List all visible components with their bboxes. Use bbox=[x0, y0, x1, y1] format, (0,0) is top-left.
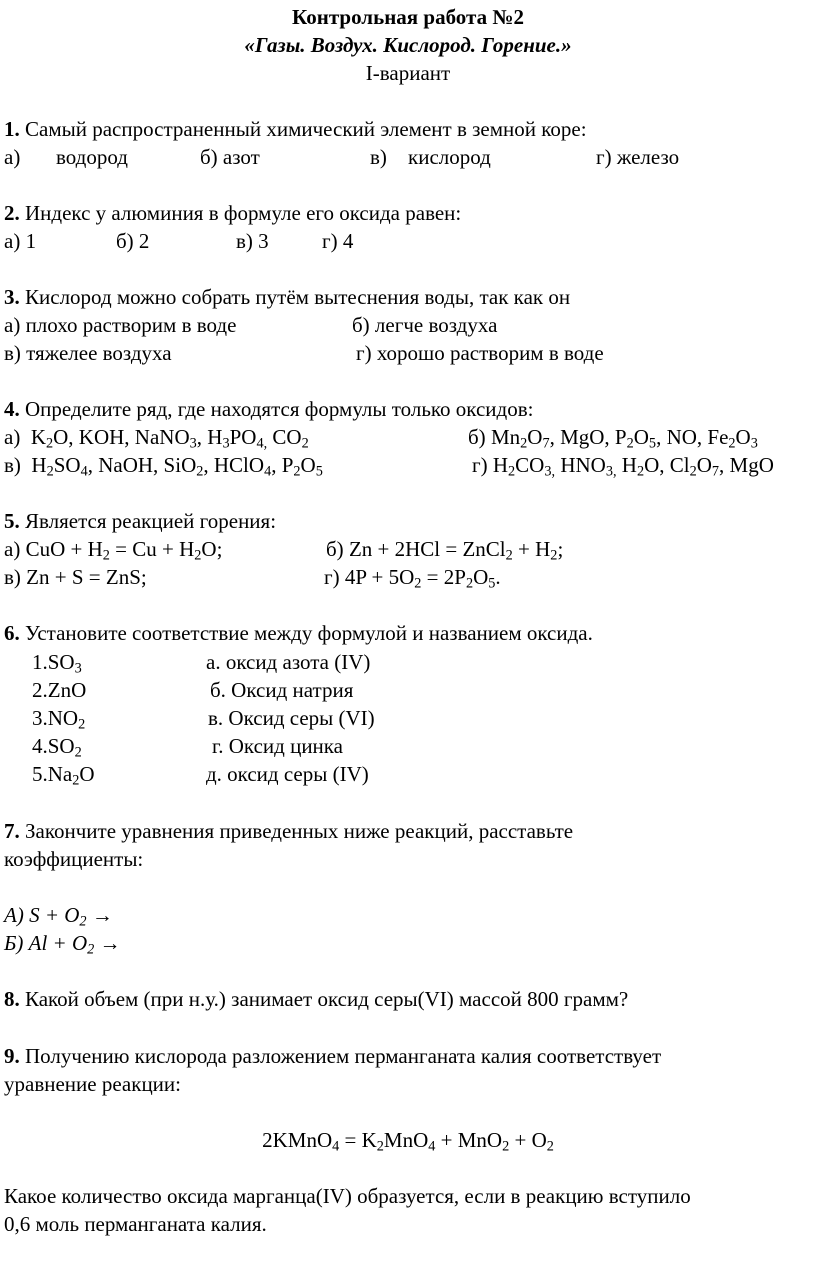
option-a: водород bbox=[56, 145, 128, 169]
question-4 bbox=[4, 396, 533, 422]
question-9 bbox=[4, 1043, 661, 1069]
question-9-cont: уравнение реакции: bbox=[4, 1072, 181, 1096]
question-text: Установите соответствие между формулой и названием оксида. bbox=[25, 621, 593, 645]
option-v: в) $H_2SO_4$, NaOH, SiO$_2$, HClO$_4$, $P_2O_5$ bbox=[4, 453, 323, 480]
name-a: а. оксид азота (IV) bbox=[206, 650, 371, 674]
option-key: в) bbox=[4, 565, 21, 589]
question-7 bbox=[4, 818, 573, 844]
option-a: а) $K_2O$, KOH, NaNO$_3$, $H_3PO_{4,}$ $CO_2$ bbox=[4, 425, 309, 452]
reaction-equation: 2KMnO$_4$ = $K_2MnO_4 + MnO_2 + O_2$ bbox=[262, 1128, 554, 1155]
option-v: в) 3 bbox=[236, 229, 269, 253]
variant-label: I-вариант bbox=[365, 61, 451, 85]
formula-5: $5.Na_2O$ bbox=[32, 762, 95, 789]
name-g: г. Оксид цинка bbox=[212, 734, 344, 758]
name-v: в. Оксид серы (VI) bbox=[208, 706, 375, 730]
option-g: г) $H_2CO_{3,}$ $HNO_{3,}$ $H_2O$, $Cl_2O_7$, MgO bbox=[472, 453, 774, 480]
option-g: г) хорошо растворим в воде bbox=[356, 341, 604, 365]
question-number: 8. bbox=[4, 987, 20, 1011]
option-b: б) $Mn_2O_7$, MgO, $P_2O_5$, NO, $Fe_2O_3$ bbox=[468, 425, 758, 452]
question-number: 4. bbox=[4, 397, 20, 421]
option-key: а) bbox=[4, 537, 21, 561]
reaction-key: А) bbox=[4, 903, 24, 927]
option-b: б) азот bbox=[200, 145, 260, 169]
option-key: а) bbox=[4, 425, 21, 449]
question-9-task: Какое количество оксида марганца(IV) образуется, если в реакцию вступило bbox=[4, 1184, 691, 1208]
option-key: б) bbox=[326, 537, 344, 561]
question-text: Является реакцией горения: bbox=[25, 509, 277, 533]
option-key: в) bbox=[4, 453, 21, 477]
question-5 bbox=[4, 508, 276, 534]
option-g: г) 4 bbox=[322, 229, 354, 253]
question-number: 9. bbox=[4, 1044, 20, 1068]
question-2 bbox=[4, 200, 461, 226]
question-6 bbox=[4, 620, 593, 646]
option-a: а) плохо растворим в воде bbox=[4, 313, 237, 337]
question-7-cont: коэффициенты: bbox=[4, 847, 144, 871]
page-title: Контрольная работа №2 bbox=[292, 5, 524, 29]
question-9-task-cont: 0,6 моль перманганата калия. bbox=[4, 1212, 267, 1236]
option-v-key: в) bbox=[370, 145, 387, 169]
page-subtitle: «Газы. Воздух. Кислород. Горение.» bbox=[244, 33, 572, 57]
question-number: 7. bbox=[4, 819, 20, 843]
name-d: д. оксид серы (IV) bbox=[206, 762, 369, 786]
option-key: г) bbox=[324, 565, 340, 589]
question-text: Кислород можно собрать путём вытеснения воды, так как он bbox=[25, 285, 571, 309]
option-g: г) железо bbox=[596, 145, 680, 169]
option-v: в) тяжелее воздуха bbox=[4, 341, 172, 365]
question-text: Получению кислорода разложением перманганата калия соответствует bbox=[25, 1044, 662, 1068]
formula-num: 3. bbox=[32, 706, 48, 730]
option-b: б) Zn + 2HCl = ZnCl$_2$ + $H_2$; bbox=[326, 537, 564, 564]
option-b: б) 2 bbox=[116, 229, 150, 253]
question-number: 2. bbox=[4, 201, 20, 225]
question-number: 5. bbox=[4, 509, 20, 533]
formula-3: $3.NO_2$ bbox=[32, 706, 86, 733]
reaction-b: Б) $Al + O_2$ → bbox=[4, 931, 121, 958]
question-3 bbox=[4, 284, 570, 310]
formula-num: 1. bbox=[32, 650, 48, 674]
formula-4: $4.SO_2$ bbox=[32, 734, 82, 761]
formula-2: 2.ZnO bbox=[32, 678, 87, 702]
question-1 bbox=[4, 116, 587, 142]
option-v: кислород bbox=[408, 145, 491, 169]
option-a: а) 1 bbox=[4, 229, 37, 253]
question-number: 3. bbox=[4, 285, 20, 309]
question-number: 6. bbox=[4, 621, 20, 645]
option-key: г) bbox=[472, 453, 488, 477]
formula-num: 5. bbox=[32, 762, 48, 786]
option-g: г) $4P + 5O_2 = 2P_2O_5$. bbox=[324, 565, 501, 592]
question-text: Самый распространенный химический элемент в земной коре: bbox=[25, 117, 587, 141]
question-text: Какой объем (при н.у.) занимает оксид серы(VI) массой 800 грамм? bbox=[25, 987, 629, 1011]
question-text: Определите ряд, где находятся формулы только оксидов: bbox=[25, 397, 534, 421]
question-text: Закончите уравнения приведенных ниже реакций, расставьте bbox=[25, 819, 574, 843]
option-a-key: а) bbox=[4, 145, 21, 169]
option-b: б) легче воздуха bbox=[352, 313, 498, 337]
formula-1: $1.SO_3$ bbox=[32, 650, 82, 677]
question-text: Индекс у алюминия в формуле его оксида равен: bbox=[25, 201, 462, 225]
option-a: а) CuO + $H_2 = Cu + H_2O$; bbox=[4, 537, 223, 564]
formula-num: 4. bbox=[32, 734, 48, 758]
question-number: 1. bbox=[4, 117, 20, 141]
option-v: в) Zn + S = ZnS; bbox=[4, 565, 147, 589]
reaction-a: А) $S + O_2$ → bbox=[4, 903, 113, 930]
reaction-key: Б) bbox=[4, 931, 24, 955]
option-key: б) bbox=[468, 425, 486, 449]
question-8 bbox=[4, 986, 628, 1012]
name-b: б. Оксид натрия bbox=[210, 678, 354, 702]
